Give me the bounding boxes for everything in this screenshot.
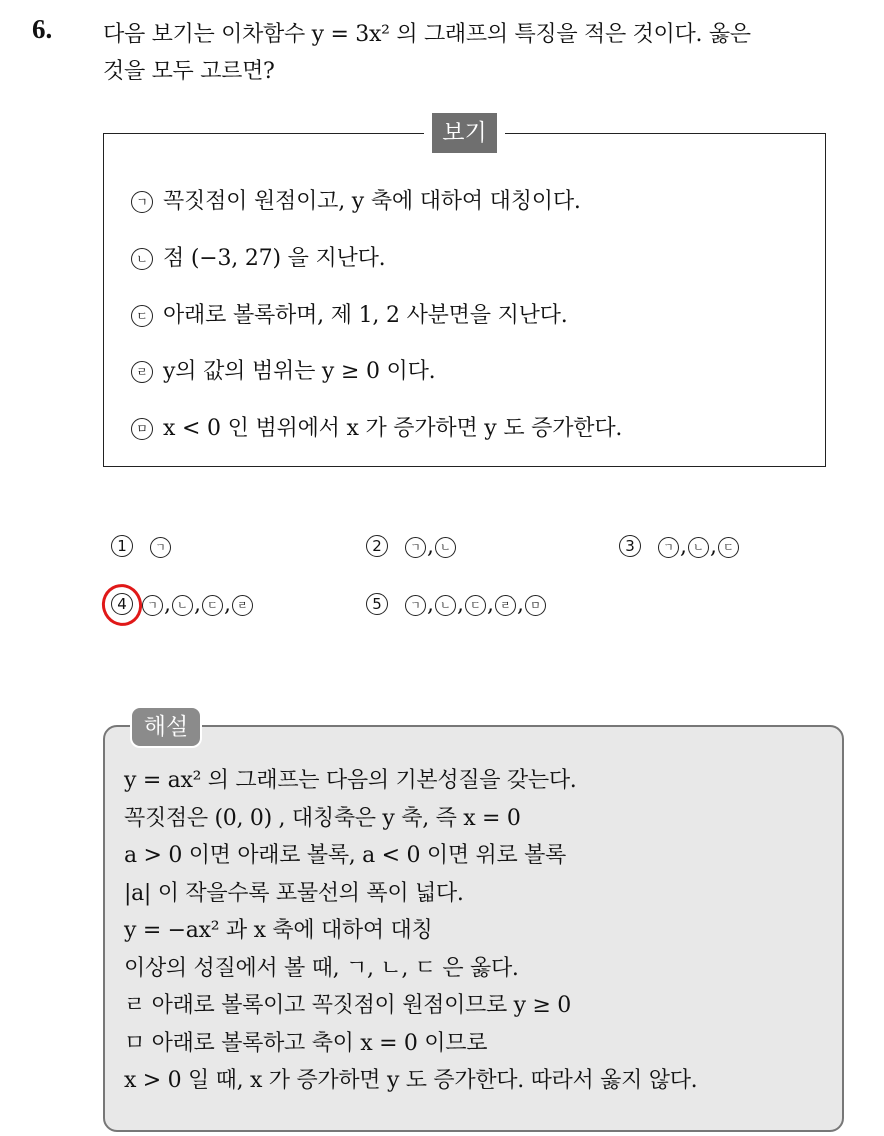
option-marker: ㄱ xyxy=(142,595,163,616)
example-item-1 xyxy=(131,184,581,215)
answer-option-4[interactable]: 4 ㄱ , ㄴ , ㄷ , ㄹ xyxy=(111,592,254,617)
option-marker: ㄴ xyxy=(172,595,193,616)
solution-line-8: ㅁ 아래로 볼록하고 축이 x = 0 이므로 xyxy=(124,1031,488,1056)
example-item-2 xyxy=(131,241,385,272)
answer-option-3[interactable]: 3 ㄱ , ㄴ , ㄷ xyxy=(619,534,740,559)
option-marker: ㄷ xyxy=(202,595,223,616)
answer-option-1[interactable] xyxy=(111,534,172,559)
solution-label: 해설 xyxy=(130,706,202,748)
solution-line-9: x > 0 일 때, x 가 증가하면 y 도 증가한다. 따라서 옳지 않다. xyxy=(124,1068,698,1093)
solution-line-3: a > 0 이면 아래로 볼록, a < 0 이면 위로 볼록 xyxy=(124,843,566,868)
option-marker: ㄷ xyxy=(718,537,739,558)
answer-option-2[interactable]: 2 ㄱ , ㄴ xyxy=(366,534,457,559)
example-item-text-2: 점 (−3, 27) 을 지난다. xyxy=(163,246,386,271)
option-marker: ㄹ xyxy=(495,595,516,616)
option-marker: ㄱ xyxy=(405,595,426,616)
option-marker: ㅁ xyxy=(525,595,546,616)
circled-marker-4: ㄹ xyxy=(131,361,153,383)
question-line-1: 다음 보기는 이차함수 y = 3x² 의 그래프의 특징을 적은 것이다. 옳은 xyxy=(103,22,751,47)
option-marker: ㄴ xyxy=(688,537,709,558)
circled-marker-1: ㄱ xyxy=(131,191,153,213)
selected-answer-mark xyxy=(96,579,147,631)
question-line-2: 것을 모두 고르면? xyxy=(103,59,275,84)
example-item-4 xyxy=(131,354,435,385)
solution-line-4: |a| 이 작을수록 포물선의 폭이 넓다. xyxy=(124,881,464,906)
circled-marker-5: ㅁ xyxy=(131,418,153,440)
solution-line-5: y = −ax² 과 x 축에 대하여 대칭 xyxy=(124,918,433,943)
option-number-4: 4 xyxy=(111,593,133,615)
answer-option-5[interactable]: 5 ㄱ , ㄴ , ㄷ , ㄹ , ㅁ xyxy=(366,592,547,617)
option-marker: ㄴ xyxy=(435,595,456,616)
question-number: 6. xyxy=(32,14,53,44)
option-number-2: 2 xyxy=(366,535,388,557)
option-marker: ㄱ xyxy=(658,537,679,558)
option-marker: ㄷ xyxy=(465,595,486,616)
example-item-text-3: 아래로 볼록하며, 제 1, 2 사분면을 지난다. xyxy=(163,303,568,328)
question-text xyxy=(103,16,863,90)
example-item-text-5: x < 0 인 범위에서 x 가 증가하면 y 도 증가한다. xyxy=(163,416,623,441)
option-marker: ㄹ xyxy=(232,595,253,616)
option-marker: ㄴ xyxy=(435,537,456,558)
example-item-text-1: 꼭짓점이 원점이고, y 축에 대하여 대칭이다. xyxy=(163,189,581,214)
solution-line-1: y = ax² 의 그래프는 다음의 기본성질을 갖는다. xyxy=(124,768,577,793)
example-item-5 xyxy=(131,411,622,442)
option-number-1: 1 xyxy=(111,535,133,557)
example-box-label: 보기 xyxy=(432,113,497,153)
circled-marker-3: ㄷ xyxy=(131,305,153,327)
example-item-3 xyxy=(131,298,568,329)
solution-line-2: 꼭짓점은 (0, 0) , 대칭축은 y 축, 즉 x = 0 xyxy=(124,806,521,831)
option-number-3: 3 xyxy=(619,535,641,557)
option-marker: ㄱ xyxy=(405,537,426,558)
option-number-5: 5 xyxy=(366,593,388,615)
option-marker: ㄱ xyxy=(150,537,171,558)
example-item-text-4: y의 값의 범위는 y ≥ 0 이다. xyxy=(163,359,436,384)
solution-line-7: ㄹ 아래로 볼록이고 꼭짓점이 원점이므로 y ≥ 0 xyxy=(124,993,571,1018)
solution-line-6: 이상의 성질에서 볼 때, ㄱ, ㄴ, ㄷ 은 옳다. xyxy=(124,956,519,981)
circled-marker-2: ㄴ xyxy=(131,248,153,270)
